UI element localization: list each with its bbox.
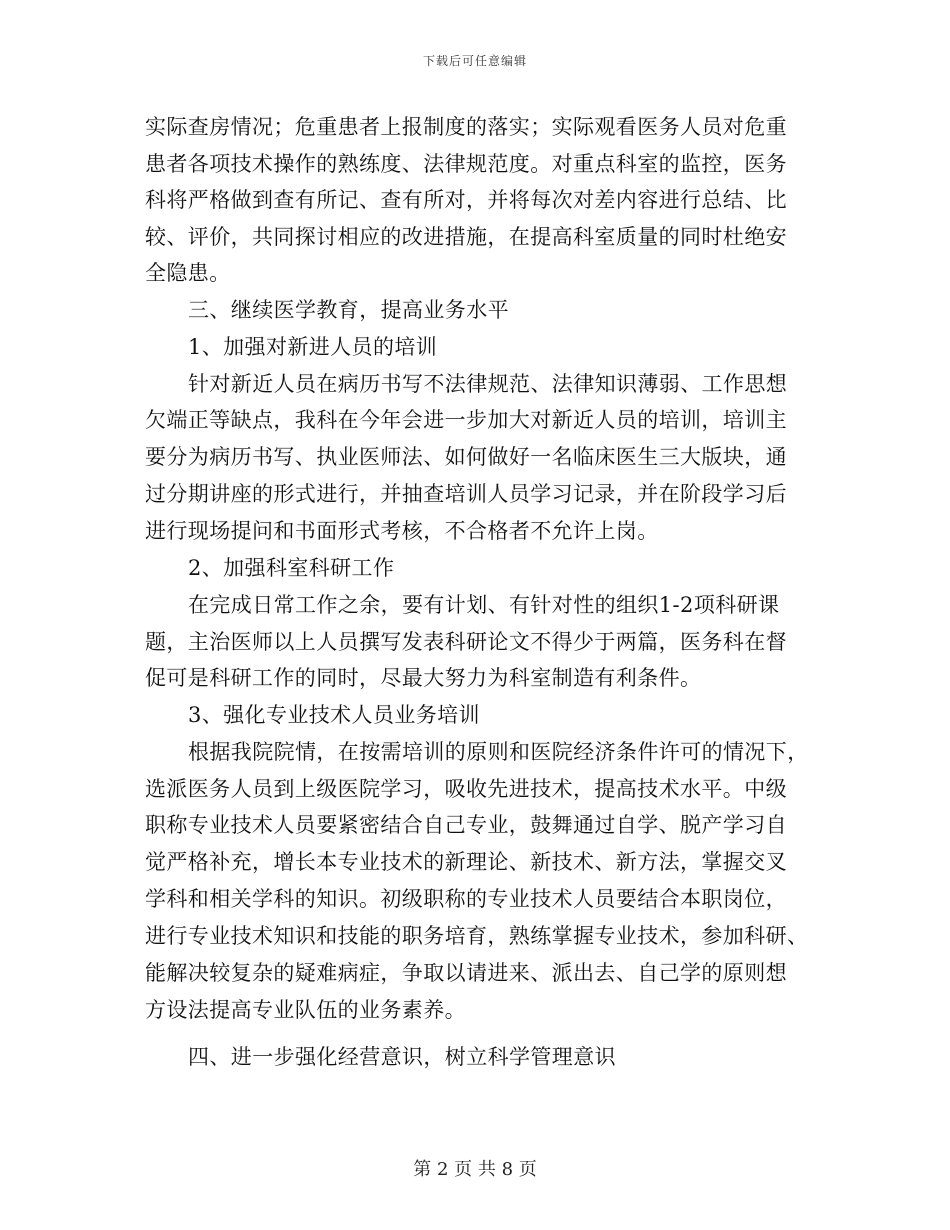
body-line: 根据我院院情，在按需培训的原则和医院经济条件许可的情况下，: [188, 740, 809, 764]
body-line: 职称专业技术人员要紧密结合自己专业，鼓舞通过自学、脱产学习自: [145, 813, 787, 837]
body-line: 在完成日常工作之余，要有计划、有针对性的组织1-2项科研课: [188, 593, 780, 617]
body-line: 方设法提高专业队伍的业务素养。: [145, 998, 466, 1022]
body-line: 实际查房情况；危重患者上报制度的落实；实际观看医务人员对危重: [145, 115, 787, 139]
body-line: 进行现场提问和书面形式考核，不合格者不允许上岗。: [145, 519, 659, 543]
body-line: 全隐患。: [145, 261, 231, 285]
body-line: 促可是科研工作的同时，尽最大努力为科室制造有利条件。: [145, 666, 702, 690]
body-line: 能解决较复杂的疑难病症，争取以请进来、派出去、自己学的原则想: [145, 961, 787, 985]
body-line: 学科和相关学科的知识。初级职称的专业技术人员要结合本职岗位，: [145, 887, 787, 911]
body-line: 要分为病历书写、执业医师法、如何做好一名临床医生三大版块，通: [145, 445, 787, 469]
section-heading: 四、进一步强化经营意识，树立科学管理意识: [188, 1045, 616, 1069]
body-line: 较、评价，共同探讨相应的改进措施，在提高科室质量的同时杜绝安: [145, 225, 787, 249]
body-line: 欠端正等缺点，我科在今年会进一步加大对新近人员的培训，培训主: [145, 408, 787, 432]
body-line: 患者各项技术操作的熟练度、法律规范度。对重点科室的监控，医务: [145, 152, 787, 176]
body-line: 觉严格补充，增长本专业技术的新理论、新技术、新方法，掌握交叉: [145, 850, 787, 874]
page-header: 下载后可任意编辑: [422, 54, 527, 68]
body-line: 针对新近人员在病历书写不法律规范、法律知识薄弱、工作思想: [188, 372, 788, 396]
subsection-heading: 2、加强科室科研工作: [188, 556, 395, 580]
subsection-heading: 1、加强对新进人员的培训: [188, 335, 438, 359]
page-footer: 第 2 页 共 8 页: [413, 1159, 537, 1180]
subsection-heading: 3、强化专业技术人员业务培训: [188, 703, 480, 727]
body-line: 题，主治医师以上人员撰写发表科研论文不得少于两篇，医务科在督: [145, 630, 787, 654]
body-line: 进行专业技术知识和技能的职务培育，熟练掌握专业技术，参加科研、: [145, 924, 809, 948]
body-line: 选派医务人员到上级医院学习，吸收先进技术，提高技术水平。中级: [145, 777, 787, 801]
body-line: 过分期讲座的形式进行，并抽查培训人员学习记录，并在阶段学习后: [145, 482, 787, 506]
body-line: 科将严格做到查有所记、查有所对，并将每次对差内容进行总结、比: [145, 188, 787, 212]
section-heading: 三、继续医学教育，提高业务水平: [188, 298, 509, 322]
